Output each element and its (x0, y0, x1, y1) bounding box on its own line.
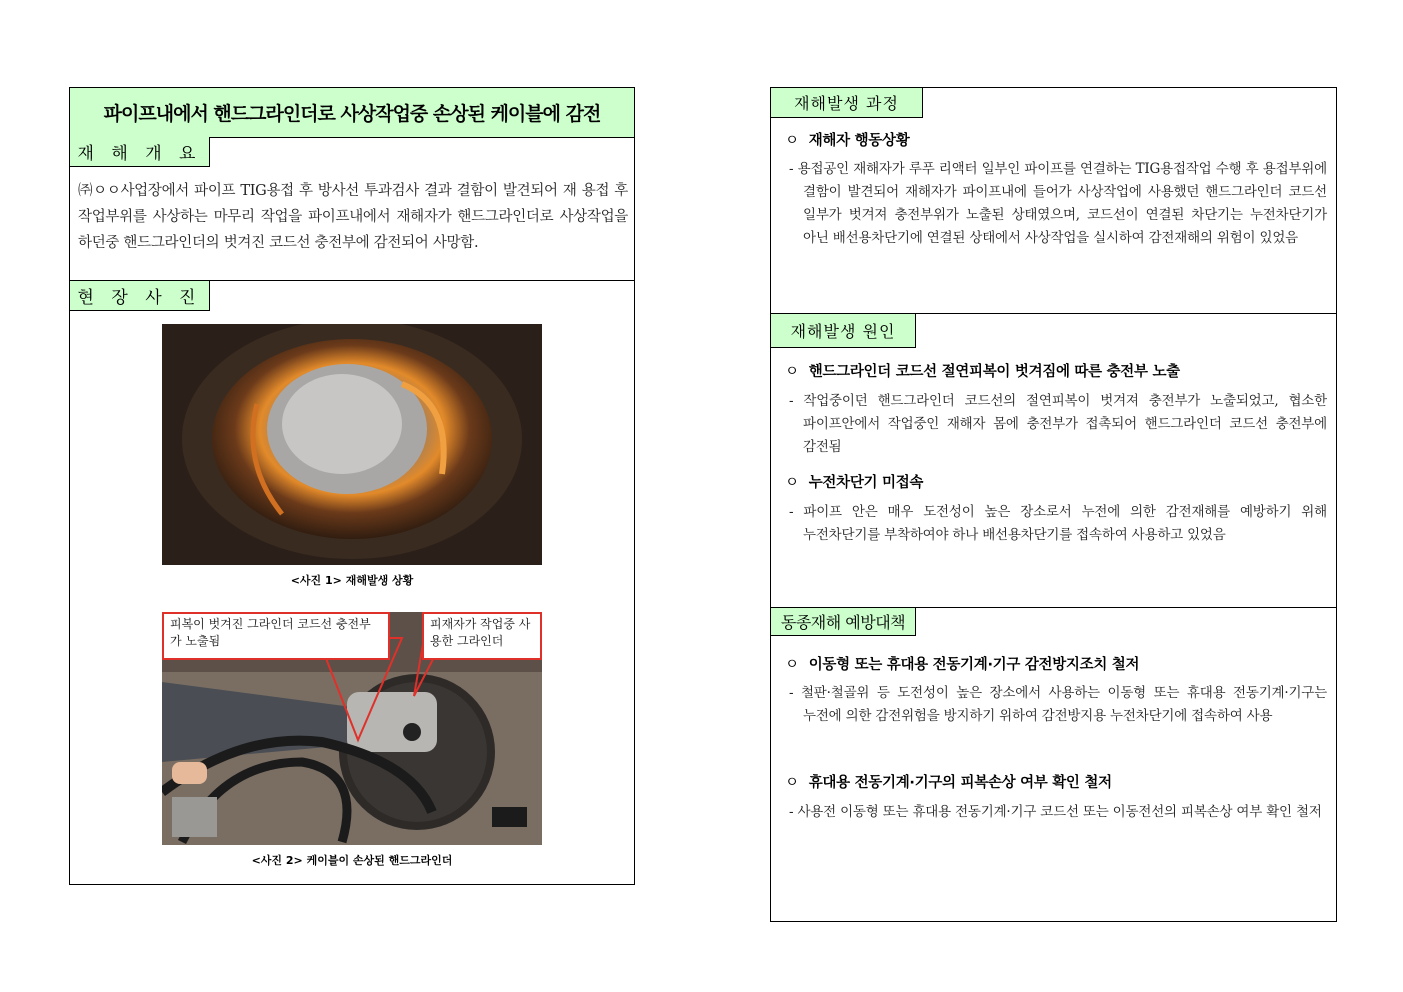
bullet-mark: ㅇ (785, 133, 799, 149)
damaged-grinder-photo (162, 612, 542, 845)
prevention-bullet-2 (785, 771, 1112, 792)
overview-text: ㈜ㅇㅇ사업장에서 파이프 TIG용접 후 방사선 투과검사 결과 결함이 발견되어 재 용접 후 작업부위를 사상하는 마무리 작업을 파이프내에서 재해자가 핸드그라인더로 사상작업을 하던중 핸드그라인더의 벗겨진 코드선 충전부에 감전되어 사망함. (78, 183, 628, 251)
prevention-label: 동종재해 예방대책 (771, 608, 916, 636)
prevention-bullet-2-text: 휴대용 전동기계·기구의 피복손상 여부 확인 철저 (808, 775, 1112, 791)
cause-bullet-2 (785, 471, 923, 492)
prevention-text-2: - 사용전 이동형 또는 휴대용 전동기계·기구 코드선 또는 이동전선의 피복손상 여부 확인 철저 (789, 804, 1322, 820)
photo2-caption: <사진 2> 케이블이 손상된 핸드그라인더 (251, 854, 453, 867)
photo1-caption: <사진 1> 재해발생 상황 (290, 574, 414, 587)
process-bullet (785, 129, 909, 150)
bullet-mark: ㅇ (785, 657, 799, 673)
cause-bullet-1 (785, 360, 1180, 381)
prevention-bullet-1-text: 이동형 또는 휴대용 전동기계·기구 감전방지조치 철저 (808, 657, 1140, 673)
overview-label: 재 해 개 요 (70, 137, 210, 167)
bullet-mark: ㅇ (785, 475, 799, 491)
cause-text-1: - 작업중이던 핸드그라인더 코드선의 절연피복이 벗겨져 충전부가 노출되었고, 협소한 파이프안에서 작업중인 재해자 몸에 충전부가 접촉되어 핸드그라인더 코드선 충전부에 감전됨 (789, 393, 1327, 455)
process-label: 재해발생 과정 (771, 88, 923, 118)
accident-summary-panel (69, 87, 635, 885)
accident-analysis-panel (770, 87, 1337, 922)
photos-label: 현 장 사 진 (70, 281, 210, 311)
bullet-mark: ㅇ (785, 775, 799, 791)
cause-bullet-2-text: 누전차단기 미접속 (808, 475, 924, 491)
prevention-bullet-1 (785, 653, 1139, 674)
process-bullet-text: 재해자 행동상황 (808, 133, 910, 149)
process-text: - 용접공인 재해자가 루푸 리액터 일부인 파이프를 연결하는 TIG용접작업 수행 후 용접부위에 결함이 발견되어 재해자가 파이프내에 들어가 사상작업에 사용했던 핸드그라인더 코드선 일부가 벗겨져 충전부위가 노출된 상태였으며, 코드선이 연결된 차단기는 누전차단기가 아닌 배선용차단기에 연결된 상태에서 사상작업을 실시하여 감전재해의 위험이 있었음 (789, 161, 1327, 246)
cord-damage-callout: 피복이 벗겨진 그라인더 코드선 충전부가 노출됨 (162, 612, 390, 660)
cause-bullet-1-text: 핸드그라인더 코드선 절연피복이 벗겨짐에 따른 충전부 노출 (808, 364, 1180, 380)
accident-scene-photo (162, 324, 542, 565)
cause-label: 재해발생 원인 (771, 314, 916, 348)
prevention-text-1: - 철판·철골위 등 도전성이 높은 장소에서 사용하는 이동형 또는 휴대용 전동기계·기구는 누전에 의한 감전위험을 방지하기 위하여 감전방지용 누전차단기에 접속하여 사용 (789, 685, 1327, 724)
bullet-mark: ㅇ (785, 364, 799, 380)
cause-text-2: - 파이프 안은 매우 도전성이 높은 장소로서 누전에 의한 감전재해를 예방하기 위해 누전차단기를 부착하여야 하나 배선용차단기를 접속하여 사용하고 있었음 (789, 504, 1327, 543)
document-title: 파이프내에서 핸드그라인더로 사상작업중 손상된 케이블에 감전 (70, 88, 634, 138)
grinder-callout: 피재자가 작업중 사용한 그라인더 (422, 612, 542, 660)
pipe-interior-image (162, 324, 542, 565)
